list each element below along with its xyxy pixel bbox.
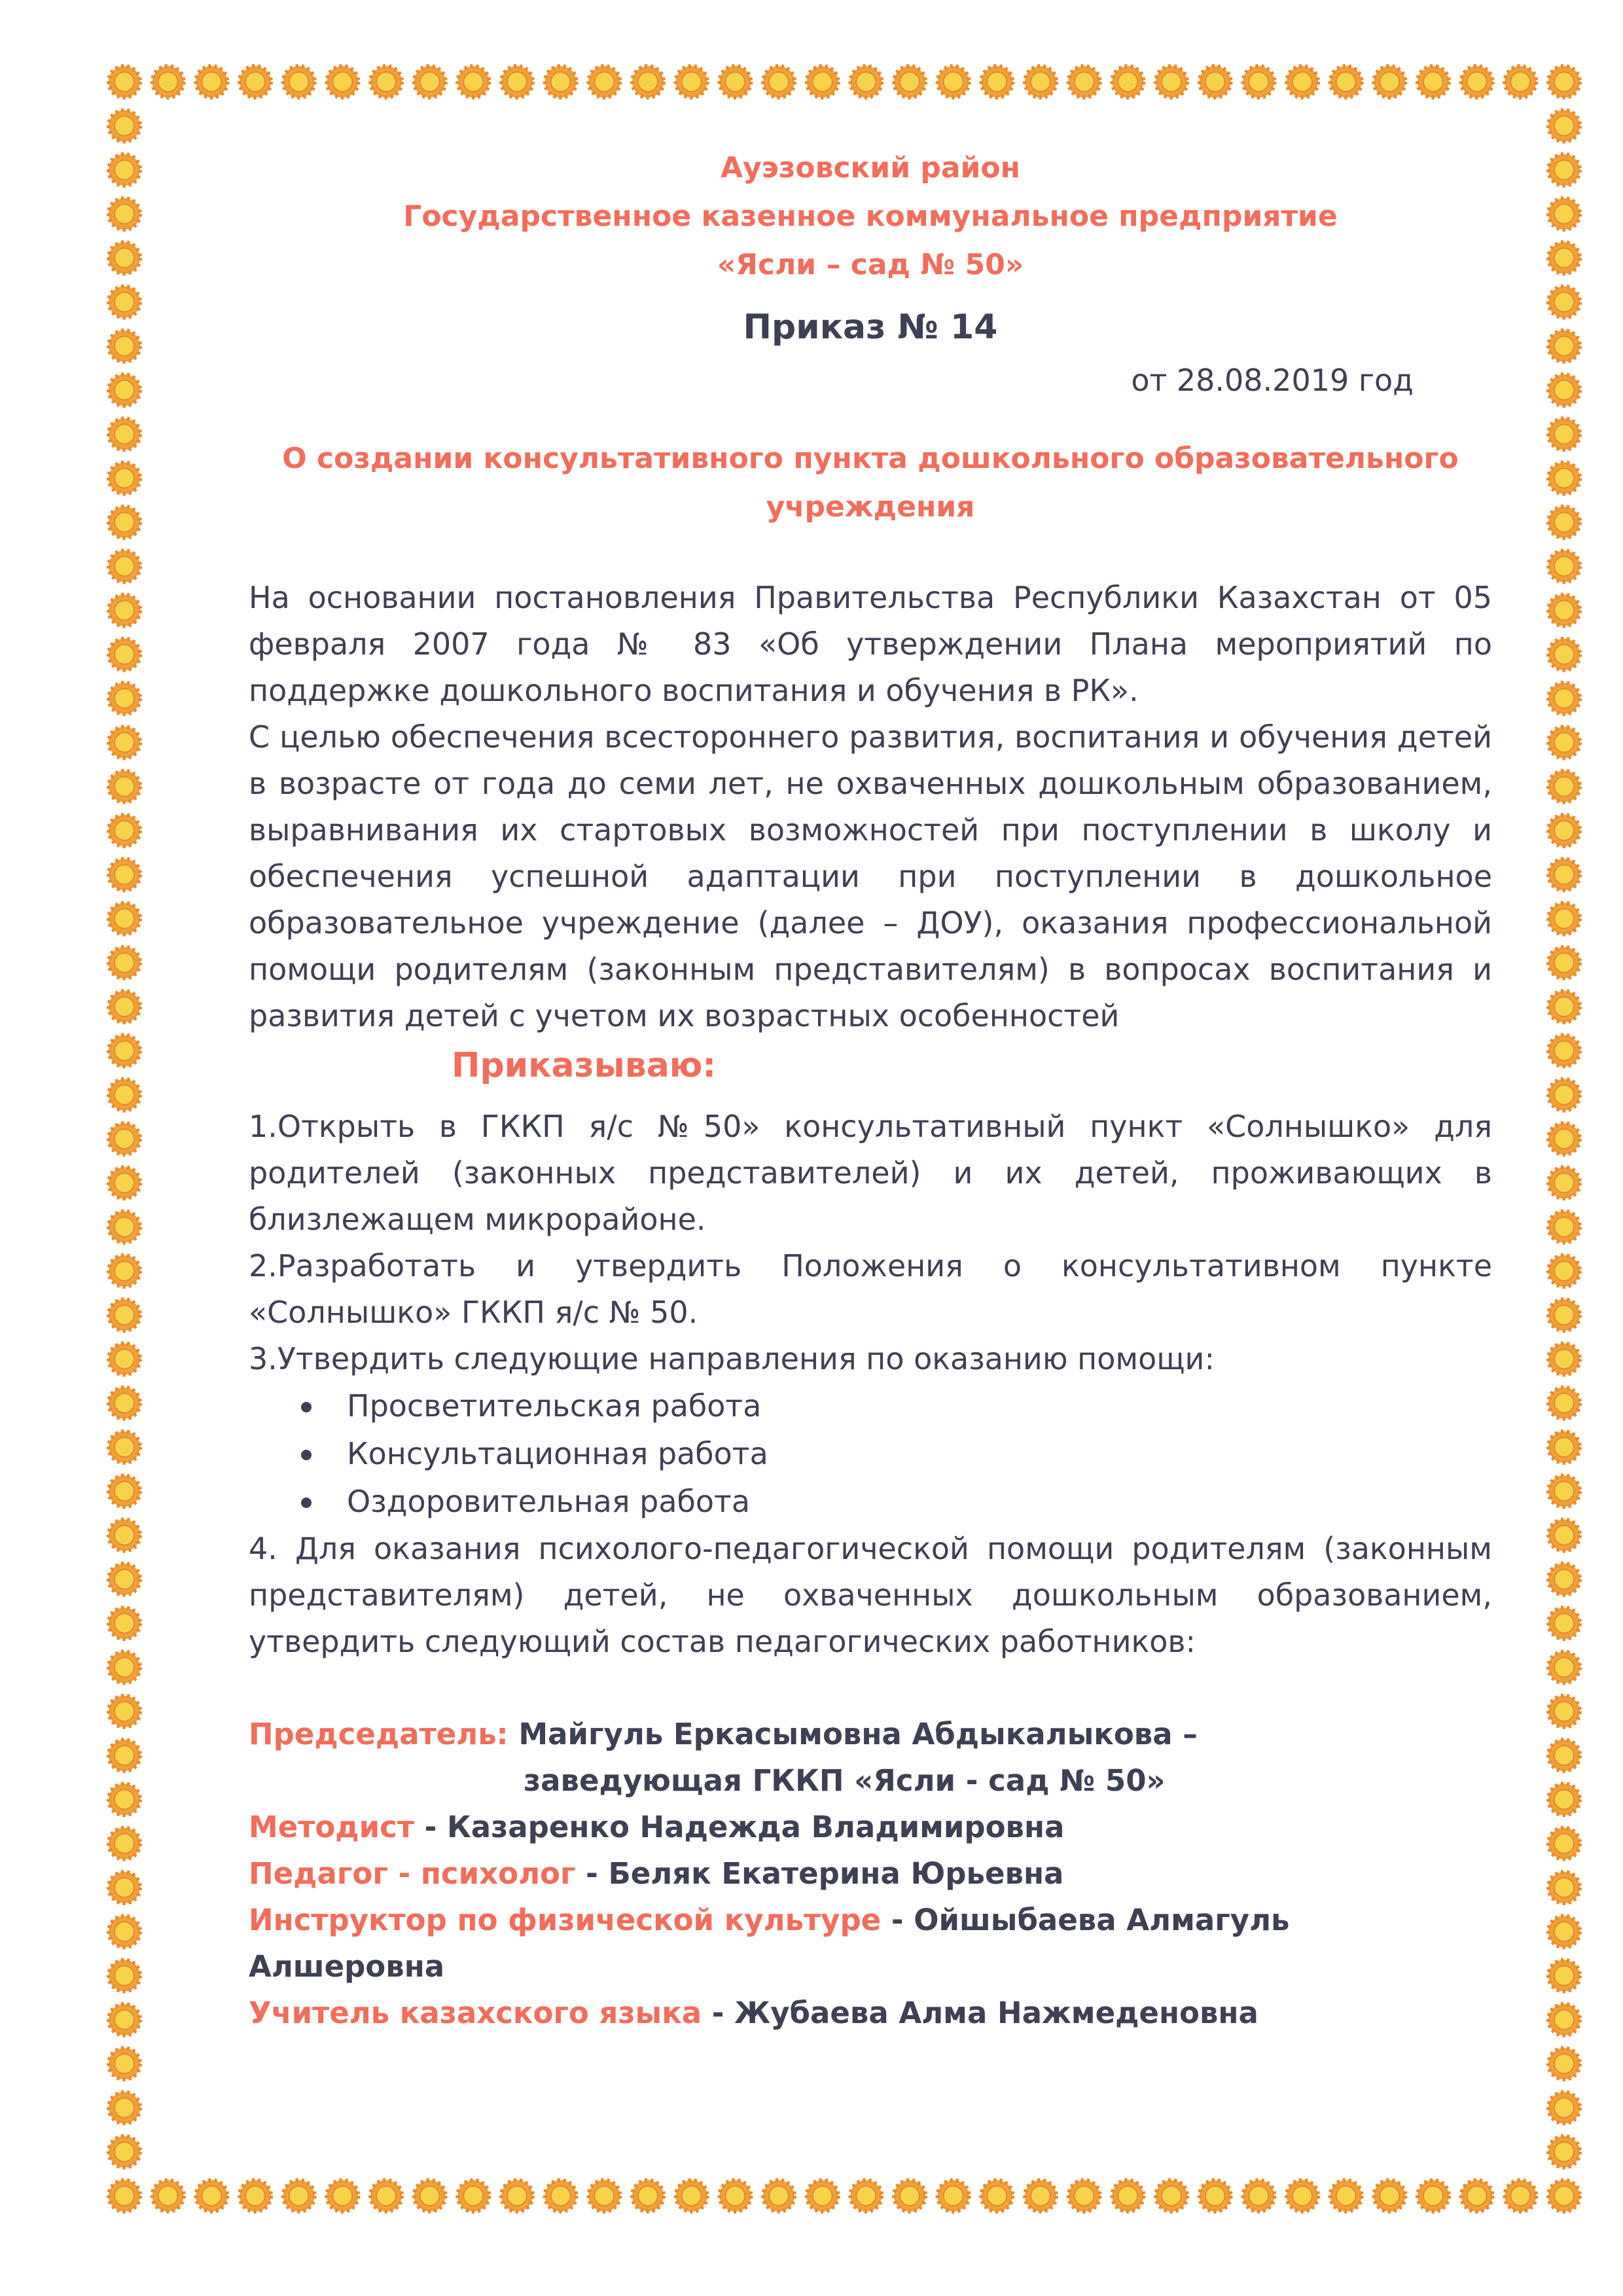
sun-icon xyxy=(1548,1299,1580,1331)
sun-icon xyxy=(1374,66,1405,98)
sun-icon xyxy=(1461,2180,1493,2212)
sun-icon xyxy=(1548,1520,1580,1551)
sun-icon xyxy=(109,947,140,978)
sun-icon xyxy=(109,1564,140,1595)
sun-icon xyxy=(938,66,969,98)
staff-chair-position: заведующая ГККП «Ясли - сад № 50» xyxy=(524,1763,1166,1798)
sun-icon xyxy=(1548,815,1580,846)
sun-icon xyxy=(763,66,794,98)
sun-icon xyxy=(545,2180,577,2212)
sun-icon xyxy=(1243,2180,1274,2212)
sun-icon xyxy=(676,66,707,98)
order-title: Приказ № 14 xyxy=(743,308,998,347)
sun-icon xyxy=(850,2180,882,2212)
sun-icon xyxy=(109,859,140,890)
list-item: Консультационная работа xyxy=(347,1430,1492,1478)
sun-icon xyxy=(109,1696,140,1727)
sun-icon xyxy=(1548,2092,1580,2123)
staff-kazakh-teacher xyxy=(249,1990,1492,2036)
district-name: Ауэзовский район xyxy=(720,151,1021,185)
sun-icon xyxy=(370,66,402,98)
sun-icon xyxy=(588,66,620,98)
sun-icon xyxy=(1548,1123,1580,1155)
sun-icon xyxy=(1200,66,1231,98)
sun-icon xyxy=(109,2136,140,2168)
sun-icon xyxy=(1330,66,1362,98)
sun-icon xyxy=(327,66,358,98)
sun-icon xyxy=(109,1916,140,1947)
document-body xyxy=(249,144,1492,2036)
item-1: 1.Открыть в ГККП я/с №50» консультативный пункт «Солнышко» для родителей (законных представителей) и их детей, проживающих в близлежащем микрорайоне. xyxy=(249,1109,1492,1237)
sun-icon xyxy=(1548,2136,1580,2168)
sun-icon xyxy=(1548,154,1580,186)
order-subject xyxy=(249,435,1492,531)
sun-icon xyxy=(1505,66,1536,98)
sun-icon xyxy=(1548,331,1580,362)
sun-icon xyxy=(1418,2180,1449,2212)
staff-role: Учитель казахского языка xyxy=(249,1996,702,2030)
sun-icon xyxy=(894,2180,925,2212)
sun-icon xyxy=(109,991,140,1022)
sun-icon xyxy=(370,2180,402,2212)
list-item: Просветительская работа xyxy=(347,1382,1492,1430)
sun-icon xyxy=(1548,110,1580,141)
sun-icon xyxy=(1548,418,1580,450)
sun-icon xyxy=(1069,2180,1100,2212)
staff-name: - Ойшыбаева Алмагуль Алшеровна xyxy=(249,1903,1290,1984)
item-3: 3.Утвердить следующие направления по оказанию помощи: xyxy=(249,1341,1215,1376)
sun-icon xyxy=(1548,1564,1580,1595)
sun-icon xyxy=(1112,66,1143,98)
sun-icon xyxy=(109,463,140,494)
sun-icon xyxy=(1548,1916,1580,1947)
sun-icon xyxy=(1156,2180,1187,2212)
sun-icon xyxy=(109,110,140,141)
sun-icon xyxy=(1548,903,1580,935)
sun-icon xyxy=(109,595,140,626)
sun-icon xyxy=(109,418,140,450)
sun-icon xyxy=(1025,2180,1056,2212)
sun-icon xyxy=(1548,1872,1580,1903)
staff-name: - Жубаева Алма Нажмеденовна xyxy=(711,1996,1258,2030)
sun-icon xyxy=(1548,991,1580,1022)
sun-icon xyxy=(1374,2180,1405,2212)
sun-icon xyxy=(1548,1475,1580,1507)
sun-icon xyxy=(1548,683,1580,714)
sun-icon xyxy=(414,66,446,98)
sun-icon xyxy=(719,2180,751,2212)
sun-icon xyxy=(152,2180,184,2212)
sun-icon xyxy=(109,1035,140,1066)
sun-icon xyxy=(807,66,838,98)
sun-icon xyxy=(894,66,925,98)
sun-icon xyxy=(283,2180,315,2212)
sun-icon xyxy=(240,2180,271,2212)
sun-icon xyxy=(109,1652,140,1683)
item-4: 4. Для оказания психолого-педагогической помощи родителям (законным представителям) детей, не охваченных дошкольным образованием, утвердить следующий состав педагогических работников: xyxy=(249,1531,1492,1659)
sun-icon xyxy=(676,2180,707,2212)
kindergarten-name: «Ясли – сад № 50» xyxy=(717,248,1024,281)
sun-icon xyxy=(327,2180,358,2212)
list-item: Оздоровительная работа xyxy=(347,1478,1492,1526)
sun-icon xyxy=(109,242,140,274)
sun-icon xyxy=(501,66,533,98)
sun-icon xyxy=(1505,2180,1536,2212)
sun-icon xyxy=(1548,66,1580,98)
enterprise-name: Государственное казенное коммунальное предприятие xyxy=(403,200,1338,233)
staff-role: Педагог - психолог xyxy=(249,1856,576,1891)
sun-icon xyxy=(109,1079,140,1111)
document-header xyxy=(249,144,1492,289)
sun-icon xyxy=(1287,2180,1318,2212)
sun-icon xyxy=(109,66,140,98)
sun-icon xyxy=(109,374,140,406)
command-heading: Приказываю: xyxy=(452,1046,717,1085)
sun-icon xyxy=(1548,1388,1580,1419)
sun-icon xyxy=(1548,2048,1580,2079)
basis-paragraph: На основании постановления Правительства Республики Казахстан от 05 февраля 2007 года № 83 «Об утверждении Плана мероприятий по поддержке дошкольного воспитания и обучения в РК». xyxy=(249,580,1492,708)
sun-icon xyxy=(1548,1343,1580,1374)
sun-icon xyxy=(1243,66,1274,98)
sun-icon xyxy=(1548,1255,1580,1287)
sun-icon xyxy=(152,66,184,98)
sun-icon xyxy=(588,2180,620,2212)
sun-icon xyxy=(1548,463,1580,494)
sun-icon xyxy=(109,771,140,802)
sun-icon xyxy=(1548,1784,1580,1815)
subject-line-2: учреждения xyxy=(766,490,975,524)
sun-icon xyxy=(719,66,751,98)
sun-icon xyxy=(109,1388,140,1419)
sun-icon xyxy=(109,2048,140,2079)
sun-icon xyxy=(109,1343,140,1374)
sun-icon xyxy=(240,66,271,98)
sun-icon xyxy=(109,1167,140,1198)
sun-icon xyxy=(109,903,140,935)
sun-icon xyxy=(1200,2180,1231,2212)
sun-icon xyxy=(1548,1960,1580,1992)
sun-icon xyxy=(1548,1167,1580,1198)
staff-role: Методист xyxy=(249,1810,414,1844)
sun-icon xyxy=(109,1520,140,1551)
sun-icon xyxy=(1548,1652,1580,1683)
staff-psychologist xyxy=(249,1850,1492,1897)
sun-icon xyxy=(109,1431,140,1463)
sun-icon xyxy=(1548,286,1580,317)
sun-icon xyxy=(109,1828,140,1859)
sun-icon xyxy=(109,198,140,230)
purpose-paragraph: С целью обеспечения всестороннего развития, воспитания и обучения детей в возрасте от года до семи лет, не охваченных дошкольным образованием, выравнивания их стартовых возможностей при поступлении в школу и обеспечения успешной адаптации при поступлении в дошкольное образовательное учреждение (далее – ДОУ), оказания профессиональной помощи родителям (законным представителям) в вопросах воспитания и развития детей с учетом их возрастных особенностей xyxy=(249,719,1492,1033)
sun-icon xyxy=(981,66,1012,98)
sun-icon xyxy=(109,2004,140,2036)
sun-icon xyxy=(1025,66,1056,98)
sun-icon xyxy=(109,507,140,538)
sun-icon xyxy=(196,66,227,98)
sun-icon xyxy=(1548,242,1580,274)
sun-icon xyxy=(1156,66,1187,98)
sun-icon xyxy=(632,66,664,98)
sun-icon xyxy=(109,1255,140,1287)
sun-icon xyxy=(109,1475,140,1507)
staff-name: Майгуль Еркасымовна Абдыкалыкова – xyxy=(518,1717,1198,1751)
sun-icon xyxy=(1548,550,1580,582)
order-date: от 28.08.2019 год xyxy=(1131,363,1414,398)
sun-icon xyxy=(109,1123,140,1155)
sun-icon xyxy=(1548,507,1580,538)
sun-icon xyxy=(109,1872,140,1903)
sun-icon xyxy=(109,1607,140,1639)
sun-icon xyxy=(1548,198,1580,230)
sun-icon xyxy=(109,1960,140,1992)
sun-icon xyxy=(545,66,577,98)
staff-list xyxy=(249,1711,1492,2036)
directions-list xyxy=(249,1382,1492,1526)
sun-icon xyxy=(1548,639,1580,670)
sun-icon xyxy=(1548,726,1580,758)
sun-icon xyxy=(632,2180,664,2212)
staff-name: - Казаренко Надежда Владимировна xyxy=(424,1810,1065,1844)
staff-role: Председатель: xyxy=(249,1717,508,1751)
sun-icon xyxy=(283,66,315,98)
sun-icon xyxy=(1548,1035,1580,1066)
sun-icon xyxy=(1548,1079,1580,1111)
staff-pe-instructor xyxy=(249,1897,1492,1990)
sun-icon xyxy=(1548,2004,1580,2036)
sun-icon xyxy=(1548,1211,1580,1243)
sun-icon xyxy=(1330,2180,1362,2212)
sun-icon xyxy=(1069,66,1100,98)
sun-icon xyxy=(1548,1740,1580,1771)
sun-icon xyxy=(1461,66,1493,98)
sun-icon xyxy=(109,1299,140,1331)
sun-icon xyxy=(109,1740,140,1771)
sun-icon xyxy=(1548,1607,1580,1639)
staff-name: - Беляк Екатерина Юрьевна xyxy=(586,1856,1064,1891)
sun-icon xyxy=(109,550,140,582)
sun-icon xyxy=(1548,374,1580,406)
sun-icon xyxy=(196,2180,227,2212)
sun-icon xyxy=(109,2092,140,2123)
sun-icon xyxy=(1418,66,1449,98)
sun-icon xyxy=(1548,1828,1580,1859)
sun-icon xyxy=(109,683,140,714)
sun-icon xyxy=(981,2180,1012,2212)
sun-icon xyxy=(109,154,140,186)
sun-icon xyxy=(807,2180,838,2212)
sun-icon xyxy=(414,2180,446,2212)
subject-line-1: О создании консультативного пункта дошкольного образовательного xyxy=(282,442,1459,475)
sun-icon xyxy=(1112,2180,1143,2212)
staff-chair xyxy=(249,1711,1492,1757)
staff-role: Инструктор по физической культуре xyxy=(249,1903,882,1937)
sun-icon xyxy=(1548,2180,1580,2212)
staff-methodist xyxy=(249,1804,1492,1850)
sun-icon xyxy=(457,66,489,98)
sun-icon xyxy=(1548,1431,1580,1463)
sun-icon xyxy=(1548,771,1580,802)
sun-icon xyxy=(109,1784,140,1815)
sun-icon xyxy=(457,2180,489,2212)
sun-icon xyxy=(1548,947,1580,978)
sun-icon xyxy=(109,286,140,317)
item-2: 2.Разработать и утвердить Положения о консультативном пункте «Солнышко» ГККП я/с № 50. xyxy=(249,1248,1492,1330)
sun-icon xyxy=(501,2180,533,2212)
sun-icon xyxy=(109,639,140,670)
sun-icon xyxy=(850,66,882,98)
sun-icon xyxy=(763,2180,794,2212)
sun-icon xyxy=(1287,66,1318,98)
sun-icon xyxy=(1548,595,1580,626)
sun-icon xyxy=(1548,1696,1580,1727)
sun-icon xyxy=(109,2180,140,2212)
sun-icon xyxy=(109,726,140,758)
sun-icon xyxy=(109,1211,140,1243)
sun-icon xyxy=(109,815,140,846)
sun-icon xyxy=(938,2180,969,2212)
sun-icon xyxy=(109,331,140,362)
sun-icon xyxy=(1548,859,1580,890)
